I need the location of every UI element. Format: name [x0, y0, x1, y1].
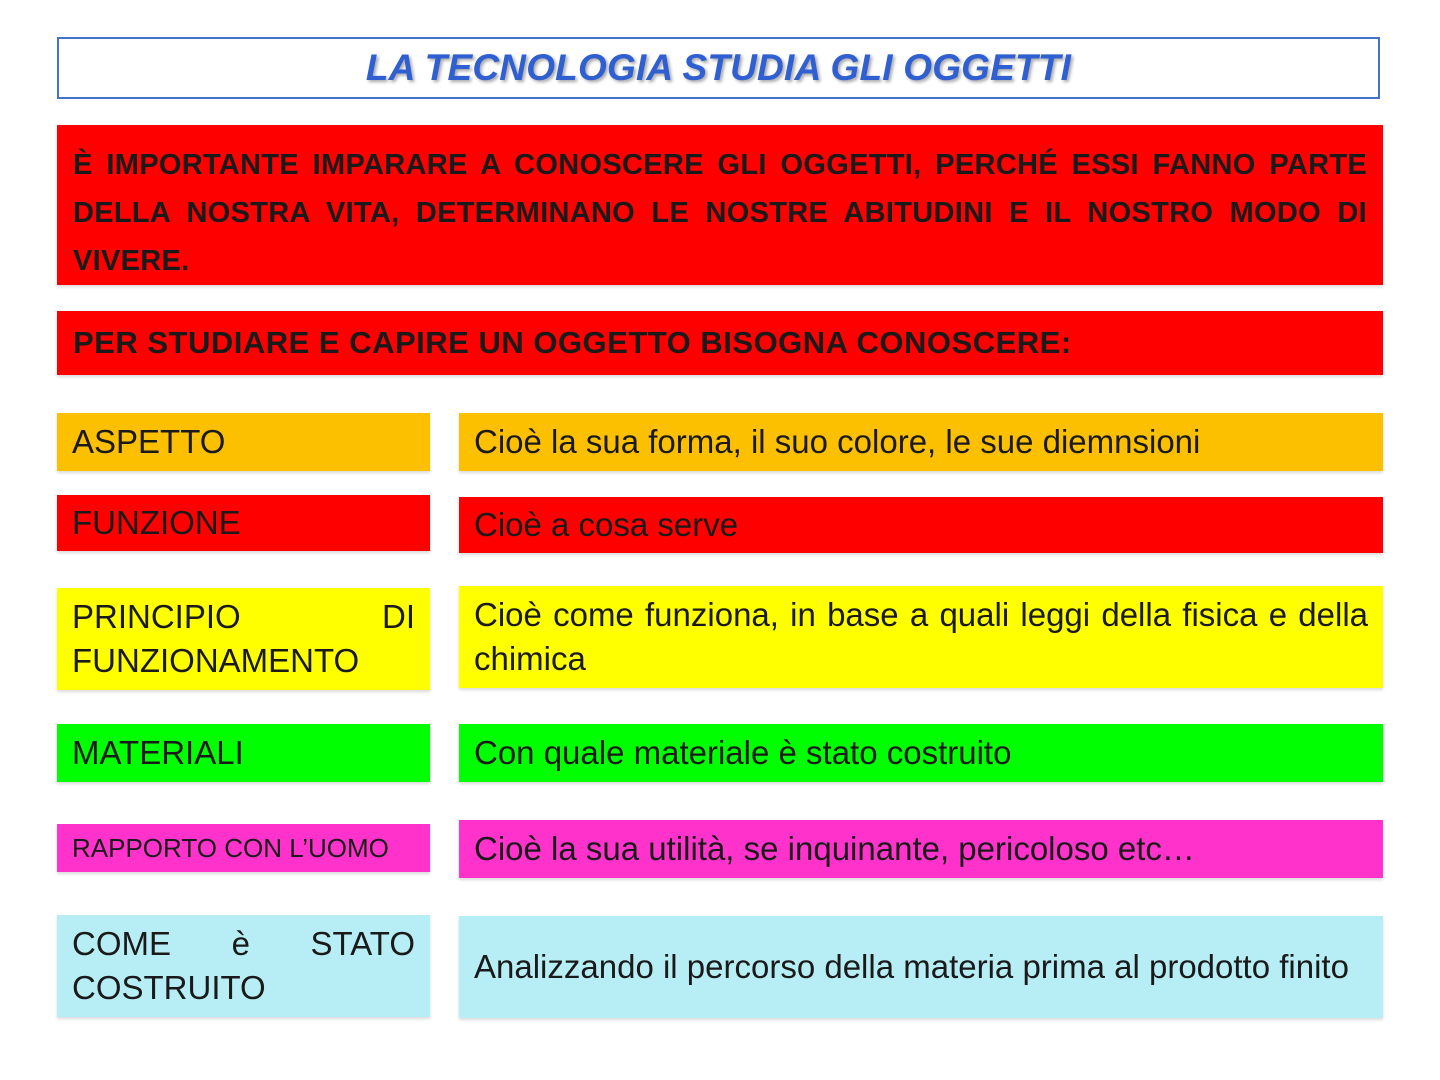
title-box — [57, 37, 1380, 99]
description-text: Analizzando il percorso della materia prima al prodotto finito — [474, 948, 1349, 985]
term-come-e-stato-costruito — [57, 915, 430, 1017]
term-label: MATERIALI — [72, 734, 244, 771]
subheading-block — [57, 311, 1383, 375]
term-label: FUNZIONE — [72, 504, 241, 541]
term-materiali — [57, 724, 430, 782]
term-label: COME è STATO COSTRUITO — [72, 925, 415, 1006]
term-rapporto-con-uomo — [57, 824, 430, 872]
description-come-e-stato-costruito — [459, 916, 1383, 1018]
page-title: LA TECNOLOGIA STUDIA GLI OGGETTI — [365, 47, 1072, 88]
term-label: RAPPORTO CON L’UOMO — [72, 833, 389, 863]
term-aspetto — [57, 413, 430, 471]
description-text: Cioè la sua forma, il suo colore, le sue diemnsioni — [474, 423, 1201, 460]
description-rapporto-con-uomo — [459, 820, 1383, 878]
description-aspetto — [459, 413, 1383, 471]
term-label: PRINCIPIO DI FUNZIONAMENTO — [72, 598, 415, 679]
intro-text: È IMPORTANTE IMPARARE A CONOSCERE GLI OGGETTI, PERCHÉ ESSI FANNO PARTE DELLA NOSTRA VITA, DETERMINANO LE NOSTRE ABITUDINI E IL NOSTRO MODO DI VIVERE. — [73, 149, 1367, 277]
description-principio-di-funzionamento — [459, 586, 1383, 688]
term-label: ASPETTO — [72, 423, 226, 460]
description-text: Cioè come funziona, in base a quali leggi della fisica e della chimica — [474, 596, 1368, 677]
term-principio-di-funzionamento — [57, 588, 430, 690]
term-funzione — [57, 495, 430, 551]
intro-block — [57, 125, 1383, 285]
description-funzione — [459, 497, 1383, 553]
description-text: Con quale materiale è stato costruito — [474, 734, 1012, 771]
description-text: Cioè la sua utilità, se inquinante, pericoloso etc… — [474, 830, 1195, 867]
description-text: Cioè a cosa serve — [474, 506, 739, 543]
subheading-text: PER STUDIARE E CAPIRE UN OGGETTO BISOGNA CONOSCERE: — [73, 325, 1072, 360]
description-materiali — [459, 724, 1383, 782]
